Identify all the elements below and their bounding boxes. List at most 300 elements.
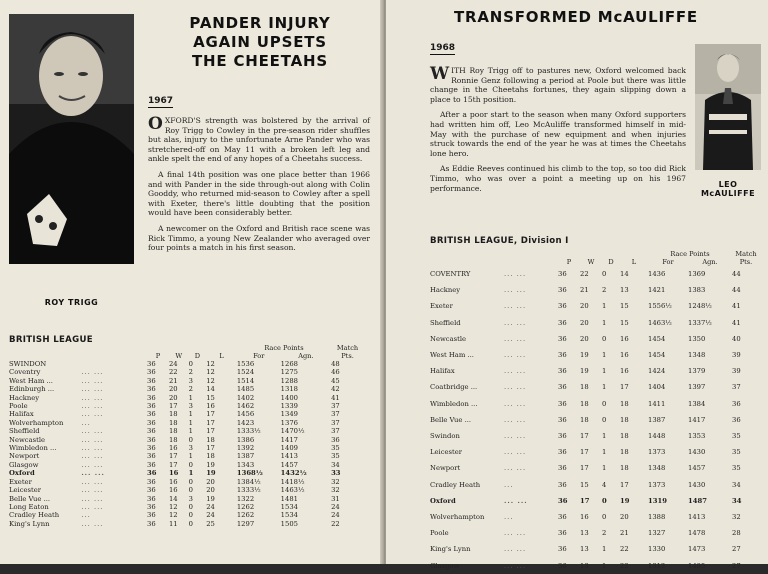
played: 36: [147, 494, 156, 503]
points-for: 1262: [236, 502, 255, 511]
drawn: 0: [602, 270, 607, 278]
points-for: 1514: [236, 376, 255, 385]
lost: 18: [206, 435, 215, 444]
points-against: 1397: [688, 383, 706, 392]
left-table-body: [9, 360, 364, 528]
points-for: 1462: [236, 402, 255, 411]
drawn: 0: [602, 496, 607, 505]
drawn: 0: [602, 415, 607, 424]
drawn: 3: [188, 444, 193, 453]
team-name: Belle Vue ...: [430, 415, 472, 424]
drawn: 2: [188, 385, 193, 394]
team-name: Glasgow: [9, 460, 39, 469]
p-header: P: [566, 258, 572, 266]
match-header: Match: [336, 344, 359, 352]
left-year-heading: 1967: [148, 96, 174, 106]
points-for: 1424: [648, 367, 666, 376]
match-points: 37: [331, 410, 340, 419]
match-points: 28: [732, 529, 741, 538]
points-against: 1248½: [688, 302, 712, 311]
leader-dots: ... ...: [504, 334, 527, 343]
won: 16: [580, 513, 589, 522]
won: 14: [168, 494, 178, 503]
table-row: [430, 266, 760, 282]
table-row: [430, 298, 760, 314]
leader-dots: ... ...: [504, 399, 527, 408]
played: 36: [558, 270, 567, 278]
won: 21: [580, 286, 589, 295]
table-row: [9, 511, 364, 519]
drawn: 0: [602, 334, 607, 343]
table-row: [430, 460, 760, 476]
won: 18: [168, 410, 178, 419]
points-for: 1454: [648, 351, 666, 360]
match-points: 27: [732, 561, 741, 570]
table-row: [430, 444, 760, 460]
points-for: 1327: [648, 529, 666, 538]
lost: 25: [206, 519, 215, 528]
leo-mcauliffe-photo: [695, 44, 761, 170]
points-for: 1556½: [648, 302, 672, 311]
table-row: [9, 495, 364, 503]
lost: 20: [206, 486, 215, 495]
table-row: [9, 419, 364, 427]
team-name: Wimbledon ...: [430, 399, 478, 408]
points-for: 1386: [236, 435, 255, 444]
right-page: [386, 0, 768, 570]
right-paragraph-2: After a poor start to the season when many Oxford supporters had written him off, Leo McAuliffe transformed himself in mid-May with the purchase of new equipment and when injuries struck towards the end of the year he was at times the Cheetahs lone hero.: [430, 110, 686, 158]
lost: 16: [620, 334, 629, 343]
won: 16: [168, 477, 178, 486]
leader-dots: [81, 360, 147, 368]
team-name: Poole: [430, 529, 449, 538]
drawn: 1: [602, 561, 607, 570]
won: 12: [168, 511, 178, 520]
points-against: 1478: [688, 529, 706, 538]
points-against: 1473: [688, 545, 706, 554]
leader-dots: ...: [81, 511, 91, 520]
points-against: 1470½: [280, 427, 305, 436]
points-for: 1312: [648, 561, 666, 570]
table-row: [9, 394, 364, 402]
points-for: 1421: [648, 286, 666, 295]
for-header: For: [662, 258, 674, 266]
points-against: 1432½: [280, 469, 307, 478]
leader-dots: ... ...: [81, 368, 104, 377]
points-against: 1337½: [688, 318, 712, 327]
match-points: 39: [732, 367, 741, 376]
leader-dots: ... ...: [81, 427, 104, 436]
match-points: 35: [331, 452, 340, 461]
played: 36: [147, 410, 156, 419]
played: 36: [558, 448, 567, 457]
match-header: Match: [735, 250, 757, 258]
drawn: 1: [188, 418, 193, 427]
lost: 16: [620, 367, 629, 376]
played: 36: [147, 511, 156, 520]
table-row: [9, 503, 364, 511]
team-name: Coventry: [9, 368, 41, 377]
p-header: P: [155, 352, 161, 360]
drawn: 3: [188, 376, 193, 385]
match-points: 31: [331, 494, 340, 503]
played: 36: [558, 432, 567, 441]
played: 36: [147, 360, 156, 368]
points-against: 1430: [688, 448, 706, 457]
lost: 22: [620, 561, 629, 570]
played: 36: [558, 545, 567, 554]
played: 36: [147, 402, 156, 411]
leader-dots: ... ...: [504, 415, 527, 424]
played: 36: [558, 464, 567, 473]
match-points: 36: [331, 435, 340, 444]
match-points: 48: [331, 360, 340, 368]
points-against: 1481: [280, 494, 298, 503]
table-row: [430, 428, 760, 444]
drawn: 0: [602, 513, 607, 522]
leader-dots: ... ...: [81, 519, 104, 528]
lost: 15: [620, 302, 629, 311]
drawn: 0: [188, 360, 193, 368]
won: 17: [168, 460, 178, 469]
points-against: 1463½: [280, 486, 305, 495]
played: 36: [147, 368, 156, 377]
lost: 19: [206, 460, 215, 469]
team-name: Edinburgh ...: [9, 385, 55, 394]
lost: 16: [620, 351, 629, 360]
match-points: 37: [732, 383, 741, 392]
lost: 21: [620, 529, 629, 538]
won: 17: [168, 452, 178, 461]
team-name: Wimbledon ...: [9, 444, 57, 453]
played: 36: [147, 477, 156, 486]
team-name: Sheffield: [9, 427, 40, 436]
match-points: 32: [331, 477, 340, 486]
won: 16: [168, 444, 178, 453]
played: 36: [558, 496, 568, 505]
points-against: 1339: [280, 402, 298, 411]
drawn: 1: [602, 351, 607, 360]
w-header: W: [587, 258, 595, 266]
table-row: [9, 436, 364, 444]
leader-dots: ... ...: [504, 270, 527, 278]
won: 20: [168, 393, 178, 402]
points-against: 1383: [688, 286, 706, 295]
left-paragraph-2: A final 14th position was one place better than 1966 and with Pander in the side through-out along with Colin Gooddy, who returned mid-season to Cowley after a spell with Exeter, there's little doubting that the position would have been considerably better.: [148, 169, 370, 218]
leader-dots: ... ...: [81, 486, 104, 495]
table-row: [9, 469, 364, 477]
lost: 20: [206, 477, 215, 486]
table-row: [9, 452, 364, 460]
points-for: 1423: [236, 418, 255, 427]
played: 36: [147, 502, 156, 511]
points-for: 1402: [236, 393, 255, 402]
leader-dots: ... ...: [81, 469, 105, 478]
played: 36: [558, 529, 567, 538]
points-for: 1463½: [648, 318, 672, 327]
match-points: 37: [331, 402, 340, 411]
left-table-header-1: [9, 344, 364, 352]
right-dropcap: W: [430, 64, 450, 84]
won: 15: [580, 480, 589, 489]
match-points: 34: [331, 460, 340, 469]
points-for: 1384½: [236, 477, 261, 486]
table-row: [9, 486, 364, 494]
left-dropcap: O: [148, 114, 163, 134]
d-header: D: [194, 352, 201, 360]
points-for: 1373: [648, 480, 666, 489]
pts-header: Pts.: [739, 258, 753, 266]
lost: 22: [620, 545, 629, 554]
table-row: [430, 525, 760, 541]
match-points: 37: [331, 427, 340, 436]
match-points: 45: [331, 376, 340, 385]
right-table-body: [430, 266, 760, 574]
lost: 14: [206, 385, 215, 394]
lost: 17: [206, 427, 215, 436]
lost: 19: [206, 494, 215, 503]
match-points: 35: [732, 432, 741, 441]
match-points: 35: [732, 448, 741, 457]
points-for: 1322: [236, 494, 255, 503]
team-name: Newcastle: [9, 435, 46, 444]
leader-dots: ... ...: [504, 448, 527, 457]
drawn: 0: [188, 502, 193, 511]
drawn: 2: [602, 286, 607, 295]
leader-dots: ... ...: [81, 502, 104, 511]
drawn: 1: [188, 469, 194, 478]
drawn: 1: [602, 432, 607, 441]
played: 36: [558, 302, 567, 311]
right-league-table: [430, 250, 760, 574]
played: 36: [558, 367, 567, 376]
leader-dots: ... ...: [504, 432, 527, 441]
points-against: 1418½: [280, 477, 305, 486]
match-points: 24: [331, 502, 340, 511]
leader-dots: ... ...: [504, 318, 527, 327]
points-against: 1409: [280, 444, 298, 453]
team-name: Poole: [9, 402, 28, 411]
drawn: 4: [602, 480, 607, 489]
team-name: COVENTRY: [430, 270, 471, 278]
points-against: 1349: [280, 410, 298, 419]
drawn: 0: [188, 486, 193, 495]
leader-dots: ... ...: [81, 393, 104, 402]
team-name: Swindon: [430, 432, 460, 441]
played: 36: [558, 334, 567, 343]
won: 18: [168, 427, 178, 436]
roy-trigg-caption: ROY TRIGG: [44, 298, 99, 307]
points-for: 1319: [648, 496, 667, 505]
points-for: 1348: [648, 464, 666, 473]
left-table-header-2: [9, 352, 364, 360]
roy-trigg-photo: [9, 14, 134, 264]
points-against: 1487: [688, 496, 707, 505]
team-name: Leicester: [430, 448, 463, 457]
right-league-title: BRITISH LEAGUE, Division I: [430, 236, 569, 246]
points-against: 1457: [280, 460, 298, 469]
team-name: Exeter: [430, 302, 453, 311]
leader-dots: ... ...: [504, 529, 527, 538]
points-for: 1404: [648, 383, 666, 392]
lost: 12: [206, 368, 215, 377]
table-row: [430, 347, 760, 363]
drawn: 3: [188, 494, 193, 503]
table-row: [430, 558, 760, 574]
leo-mcauliffe-caption: LEO McAULIFFE: [700, 180, 756, 198]
points-for: 1387: [648, 415, 666, 424]
won: 17: [168, 402, 178, 411]
headline-line-2: AGAIN UPSETS: [193, 32, 327, 51]
played: 36: [147, 460, 156, 469]
team-name: King's Lynn: [430, 545, 471, 554]
race-points-header: Race Points: [264, 344, 304, 352]
lost: 14: [620, 270, 629, 278]
leader-dots: ... ...: [504, 302, 527, 311]
right-year-heading: 1968: [430, 43, 456, 53]
drawn: 1: [602, 302, 607, 311]
points-for: 1343: [236, 460, 255, 469]
won: 16: [168, 486, 178, 495]
left-article-body: [148, 116, 370, 259]
team-name: Oxford: [430, 496, 456, 505]
match-points: 34: [732, 496, 742, 505]
won: 18: [168, 418, 178, 427]
points-for: 1436: [648, 270, 666, 278]
points-for: 1392: [236, 444, 255, 453]
table-row: [430, 509, 760, 525]
drawn: 0: [602, 399, 607, 408]
played: 36: [147, 486, 156, 495]
right-paragraph-3: As Eddie Reeves continued his climb to the top, so too did Rick Timmo, who was over a point a meeting up on his 1967 performance.: [430, 164, 686, 193]
lost: 12: [206, 360, 215, 368]
won: 18: [168, 435, 178, 444]
table-row: [430, 396, 760, 412]
leader-dots: ...: [504, 480, 514, 489]
won: 22: [168, 368, 178, 377]
match-points: 24: [331, 511, 340, 520]
team-name: Newcastle: [430, 334, 467, 343]
won: 13: [580, 545, 589, 554]
drawn: 3: [188, 402, 193, 411]
points-against: 1348: [688, 351, 706, 360]
played: 36: [558, 513, 567, 522]
lost: 17: [206, 444, 215, 453]
lost: 12: [206, 376, 215, 385]
played: 36: [558, 286, 567, 295]
points-against: 1350: [688, 334, 706, 343]
for-header: For: [253, 352, 265, 360]
won: 24: [168, 360, 178, 368]
won: 17: [580, 496, 590, 505]
won: 17: [580, 448, 589, 457]
played: 36: [147, 452, 156, 461]
team-name: Halifax: [9, 410, 34, 419]
lost: 19: [620, 496, 630, 505]
points-for: 1524: [236, 368, 255, 377]
match-points: 44: [732, 270, 741, 278]
drawn: 1: [602, 464, 607, 473]
team-name: Wolverhampton: [430, 513, 485, 522]
leader-dots: ... ...: [504, 367, 527, 376]
points-against: 1495: [688, 561, 706, 570]
leader-dots: ... ...: [81, 435, 104, 444]
team-name: Cradley Heath: [430, 480, 481, 489]
drawn: 0: [188, 519, 193, 528]
leader-dots: ... ...: [504, 545, 527, 554]
points-for: 1388: [648, 513, 666, 522]
agn-header: Agn.: [702, 258, 718, 266]
won: 12: [168, 502, 178, 511]
won: 21: [168, 376, 178, 385]
drawn: 0: [188, 460, 193, 469]
points-for: 1387: [236, 452, 255, 461]
points-against: 1413: [688, 513, 706, 522]
lost: 18: [620, 464, 629, 473]
played: 36: [558, 351, 567, 360]
points-against: 1384: [688, 399, 706, 408]
match-points: 35: [732, 464, 741, 473]
leader-dots: ... ...: [81, 410, 104, 419]
played: 36: [558, 399, 567, 408]
left-league-table: [9, 344, 364, 528]
points-for: 1297: [236, 519, 255, 528]
table-row: [430, 412, 760, 428]
drawn: 2: [188, 368, 193, 377]
left-league-title: BRITISH LEAGUE: [9, 335, 93, 345]
leader-dots: ... ...: [81, 402, 104, 411]
drawn: 1: [602, 545, 607, 554]
team-name: West Ham ...: [9, 376, 53, 385]
lost: 18: [620, 448, 629, 457]
won: 20: [580, 302, 589, 311]
drawn: 1: [188, 410, 193, 419]
team-name: Belle Vue ...: [9, 494, 51, 503]
match-points: 22: [331, 519, 340, 528]
table-row: [430, 541, 760, 557]
team-name: Wolverhampton: [9, 418, 64, 427]
match-points: 32: [732, 513, 741, 522]
points-against: 1413: [280, 452, 298, 461]
right-headline: TRANSFORMED McAULIFFE: [454, 8, 698, 26]
won: 18: [580, 415, 589, 424]
points-for: 1448: [648, 432, 666, 441]
l-header: L: [219, 352, 224, 360]
points-for: 1485: [236, 385, 255, 394]
lost: 18: [620, 432, 629, 441]
leader-dots: ... ...: [504, 464, 527, 473]
table-row: [430, 379, 760, 395]
points-against: 1400: [280, 393, 298, 402]
points-against: 1534: [280, 511, 298, 520]
lost: 18: [620, 415, 629, 424]
leader-dots: ... ...: [81, 444, 104, 453]
points-for: 1373: [648, 448, 666, 457]
drawn: 0: [188, 511, 193, 520]
points-for: 1456: [236, 410, 255, 419]
leader-dots: ... ...: [81, 452, 104, 461]
points-against: 1457: [688, 464, 706, 473]
played: 36: [558, 383, 567, 392]
leader-dots: ... ...: [81, 494, 104, 503]
points-against: 1376: [280, 418, 298, 427]
played: 36: [147, 418, 156, 427]
team-name: Cradley Heath: [9, 511, 60, 520]
d-header: D: [608, 258, 614, 266]
points-against: 1369: [688, 270, 706, 278]
points-against: 1275: [280, 368, 298, 377]
table-row: [9, 368, 364, 376]
